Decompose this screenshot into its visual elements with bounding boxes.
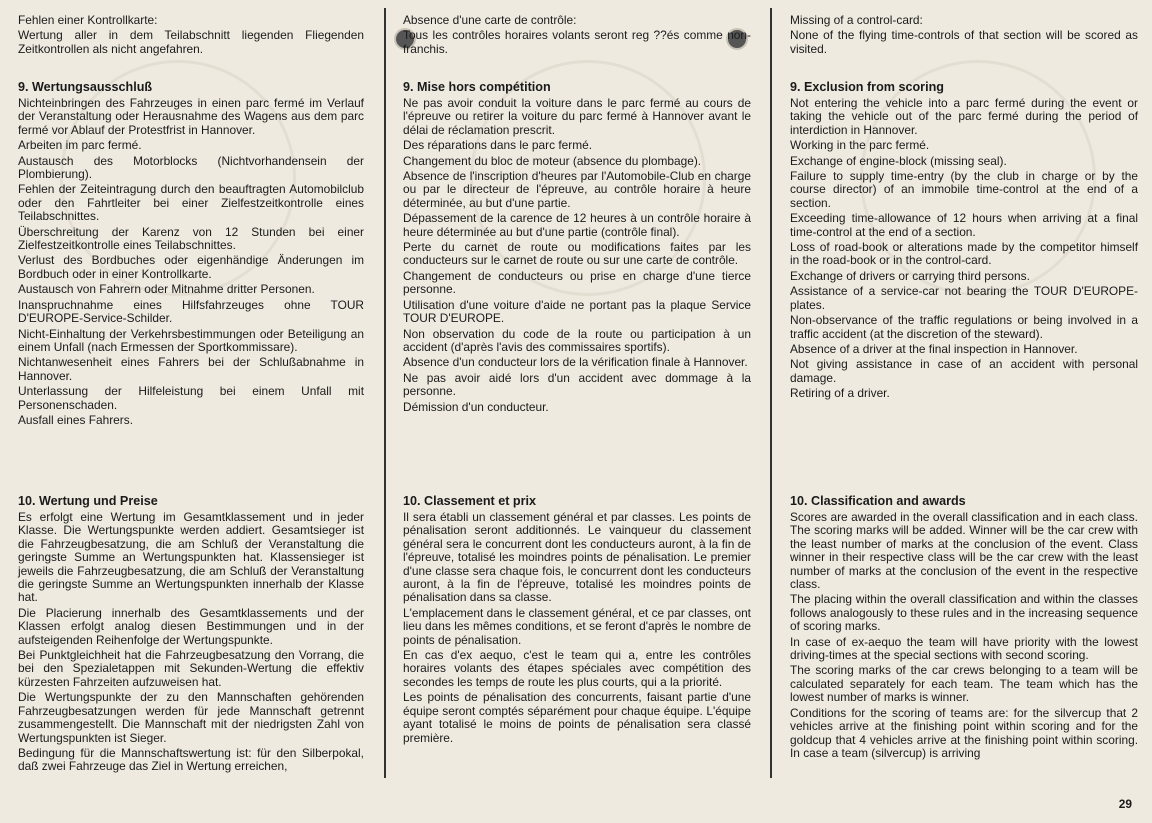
paragraph: In case of ex-aequo the team will have priority with the lowest driving-times at the special sections with second scoring. <box>790 634 1138 663</box>
paragraph: Ausfall eines Fahrers. <box>18 412 133 427</box>
paragraph: Conditions for the scoring of teams are: for the silvercup that 2 vehicles arrive at the finishing point within scoring and for the goldcup that 4 vehicles arrive at the finishing point within scoring. In case a team (silvercup) is arriving <box>790 705 1138 760</box>
section-heading: 10. Classification and awards <box>790 494 966 508</box>
paragraph: Changement du bloc de moteur (absence du plombage). <box>403 153 702 168</box>
paragraph: Perte du carnet de route ou modifications faites par les conducteurs sur le carnet de route ou sur une carte de contrôle. <box>403 240 751 268</box>
section-heading: 9. Wertungsausschluß <box>18 80 153 94</box>
intro-line: Tous les contrôles horaires volants seront reg ??és comme non-franchis. <box>403 28 751 56</box>
paragraph: Ne pas avoir aidé lors d'un accident avec dommage à la personne. <box>403 370 751 399</box>
paragraph: Überschreitung der Karenz von 12 Stunden bei einer Zielfestzeitkontrolle eines Teilabschnittes. <box>18 224 364 253</box>
paragraph: Non-observance of the traffic regulations or being involved in a traffic accident (at the discretion of the steward). <box>790 313 1138 341</box>
paragraph: Arbeiten im parc fermé. <box>18 138 142 153</box>
paragraph: Not giving assistance in case of an accident with personal damage. <box>790 357 1138 385</box>
paragraph: Changement de conducteurs ou prise en charge d'une tierce personne. <box>403 268 751 297</box>
intro-block <box>403 14 751 58</box>
paragraph: Die Placierung innerhalb des Gesamtklassements und der Klassen erfolgt analog diesen Bestimmungen und in der aufsteigenden Reihenfolge der Wertungspunkte. <box>18 605 364 647</box>
paragraph: Exchange of engine-block (missing seal). <box>790 153 1007 168</box>
intro-line: None of the flying time-controls of that section will be scored as visited. <box>790 28 1138 56</box>
paragraph: Nichtanwesenheit eines Fahrers bei der Schlußabnahme in Hannover. <box>18 355 364 383</box>
paragraph: Die Wertungspunkte der zu den Mannschaften gehörenden Fahrzeugbesatzungen werden für jede Mannschaft getrennt zusammengestellt. Die Mannschaft mit der niedrigsten Zahl von Wertungspunkten ist Sieger. <box>18 690 364 745</box>
paragraph: Fehlen der Zeiteintragung durch den beauftragten Automobilclub oder den Fahrtleiter bei einer Zielfestzeitkontrolle eines Teilabschnittes. <box>18 182 364 224</box>
paragraph: Austausch des Motorblocks (Nichtvorhandensein der Plombierung). <box>18 153 364 182</box>
paragraph: Absence of a driver at the final inspection in Hannover. <box>790 341 1078 356</box>
column-divider <box>384 8 386 778</box>
intro-block <box>790 14 1138 58</box>
paragraph: Des réparations dans le parc fermé. <box>403 138 593 153</box>
paragraph: Absence de l'inscription d'heures par l'Automobile-Club en charge ou par le directeur de l'épreuve, au contrôle horaire à heure déterminée, au but d'une partie. <box>403 169 751 210</box>
paragraph: Absence d'un conducteur lors de la vérification finale à Hannover. <box>403 355 748 370</box>
page-number: 29 <box>1118 797 1132 811</box>
section-heading: 9. Mise hors compétition <box>403 80 551 94</box>
intro-line: Absence d'une carte de contrôle: <box>403 13 577 27</box>
paragraph: Failure to supply time-entry (by the club in charge or by the course director) of an immobile time-control at the end of a section. <box>790 169 1138 210</box>
paragraph: Austausch von Fahrern oder Mitnahme dritter Personen. <box>18 282 315 297</box>
paragraph: Il sera établi un classement général et par classes. Les points de pénalisation seront additionnés. Le vainqueur du classement général sera le concurrent dont les conducteurs auront, à la fin de l'épreuve, totalisé les moindres points de pénalisation. Le premier d'une classe sera chaque fois, le concurrent dont les conducteurs auront, à la fin de l'épreuve, totalisé les moindres points de pénalisation dans sa classe. <box>403 510 751 605</box>
paragraph: Verlust des Bordbuches oder eigenhändige Änderungen im Bordbuch oder in einer Kontrollkarte. <box>18 253 364 281</box>
paragraph: L'emplacement dans le classement général, et ce par classes, ont lieu dans les mêmes conditions, et se feront d'après le nombre de points de pénalisation. <box>403 605 751 647</box>
paragraph: Loss of road-book or alterations made by the competitor himself in the road-book or in the control-card. <box>790 240 1138 268</box>
paragraph: Bedingung für die Mannschaftswertung ist: für den Silberpokal, daß zwei Fahrzeuge das Ziel in Wertung erreichen, <box>18 745 364 774</box>
paragraph: Not entering the vehicle into a parc fermé during the event or taking the vehicle out of the parc fermé during the period of interdiction in Hannover. <box>790 96 1138 137</box>
section-9 <box>403 80 751 416</box>
section-10 <box>790 494 1138 762</box>
paragraph: Exchange of drivers or carrying third persons. <box>790 268 1030 283</box>
intro-line: Missing of a control-card: <box>790 13 923 27</box>
paragraph: En cas d'ex aequo, c'est le team qui a, entre les contrôles horaires volants des étapes spéciales avec compétition des secondes les temps de route les plus courts, qui a la priorité. <box>403 648 751 689</box>
paragraph: Nicht-Einhaltung der Verkehrsbestimmungen oder Beteiligung an einem Unfall (nach Ermessen der Sportkommissare). <box>18 326 364 354</box>
intro-line: Fehlen einer Kontrollkarte: <box>18 13 158 27</box>
section-10 <box>403 494 751 747</box>
paragraph: Scores are awarded in the overall classification and in each class. The scoring marks will be added. Winner will be the car crew with the least number of marks at the conclusion of the event. Class winner in their respective class will be the car crew with the least number of marks at the conclusion of the event in the respective class. <box>790 510 1138 592</box>
paragraph: Les points de pénalisation des concurrents, faisant partie d'une équipe seront comptés séparément pour chaque équipe. L'équipe ayant totalisé le moins de points de pénalisation sera classé première. <box>403 690 751 745</box>
paragraph: Ne pas avoir conduit la voiture dans le parc fermé au cours de l'épreuve ou retirer la voiture du parc fermé à Hannover avant le délai de réclamation prescrit. <box>403 96 751 137</box>
section-heading: 10. Wertung und Preise <box>18 494 158 508</box>
paragraph: Non observation du code de la route ou participation à un accident (d'après l'avis des commissaires sportifs). <box>403 326 751 354</box>
paragraph: Nichteinbringen des Fahrzeuges in einen parc fermé im Verlauf der Veranstaltung oder Herausnahme des Wagens aus dem parc fermé vor Ablauf der Protestfrist in Hannover. <box>18 96 364 137</box>
paragraph: Assistance of a service-car not bearing the TOUR D'EUROPE-plates. <box>790 284 1138 312</box>
column-divider <box>770 8 772 778</box>
section-heading: 10. Classement et prix <box>403 494 536 508</box>
paragraph: Retiring of a driver. <box>790 386 890 401</box>
section-heading: 9. Exclusion from scoring <box>790 80 944 94</box>
section-10 <box>18 494 364 776</box>
paragraph: Working in the parc fermé. <box>790 138 930 153</box>
paragraph: Bei Punktgleichheit hat die Fahrzeugbesatzung den Vorrang, die bei den Spezialetappen mit Sekunden-Wertung die effektiv kürzesten Fahrzeiten aufzuweisen hat. <box>18 648 364 689</box>
paragraph: The scoring marks of the car crews belonging to a team will be calculated separately for each team. The team which has the lowest number of marks is winner. <box>790 663 1138 705</box>
paragraph: Dépassement de la carence de 12 heures à un contrôle horaire à heure déterminée au but d'une partie (contrôle final). <box>403 211 751 239</box>
paragraph: Unterlassung der Hilfeleistung bei einem Unfall mit Personenschaden. <box>18 384 364 412</box>
paragraph: Es erfolgt eine Wertung im Gesamtklassement und in jeder Klasse. Die Wertungspunkte werden addiert. Gesamtsieger ist die Fahrzeugbesatzung, die am Schluß der Veranstaltung die geringste Summe an Wertungspunkten hat. Klassensieger ist jeweils die Fahrzeugbesatzung, die am Schluß der Veranstaltung die geringste Summe an Wertungspunkten innerhalb der Klasse hat. <box>18 510 364 605</box>
section-9 <box>18 80 364 429</box>
section-9 <box>790 80 1138 403</box>
paragraph: Inanspruchnahme eines Hilfsfahrzeuges ohne TOUR D'EUROPE-Service-Schilder. <box>18 297 364 326</box>
paragraph: The placing within the overall classification and within the classes follows analogously to these rules and in the increasing sequence of scoring marks. <box>790 592 1138 634</box>
paragraph: Utilisation d'une voiture d'aide ne portant pas la plaque Service TOUR D'EUROPE. <box>403 297 751 326</box>
paragraph: Exceeding time-allowance of 12 hours when arriving at a final time-control at the end of a section. <box>790 211 1138 239</box>
intro-line: Wertung aller in dem Teilabschnitt liegenden Fliegenden Zeitkontrollen als nicht angefahren. <box>18 28 364 56</box>
paragraph: Démission d'un conducteur. <box>403 399 549 414</box>
intro-block <box>18 14 364 58</box>
